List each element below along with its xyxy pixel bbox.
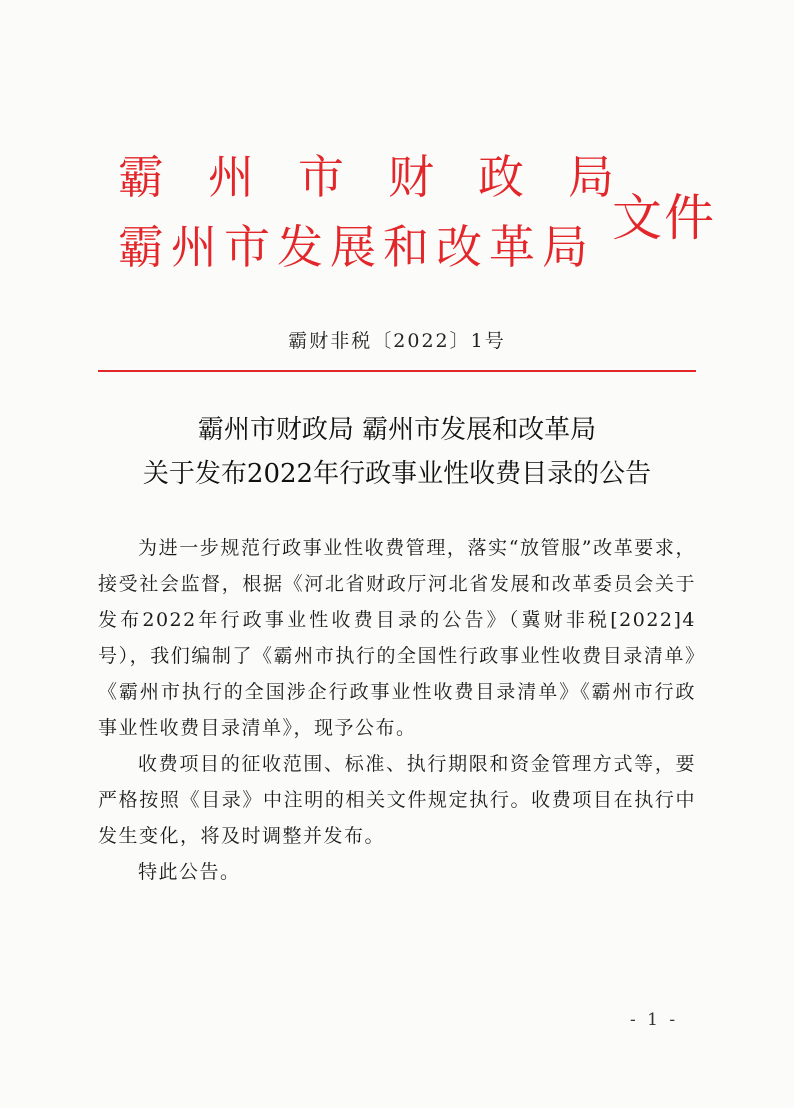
document-title xyxy=(0,408,794,496)
document-body xyxy=(98,530,696,890)
body-paragraph-3: 特此公告。 xyxy=(138,861,241,883)
body-paragraph-1: 为进一步规范行政事业性收费管理，落实“放管服”改革要求，接受社会监督，根据《河北省财政厅河北省发展和改革委员会关于发布2022年行政事业性收费目录的公告》（冀财非税[2022]4号），我们编制了《霸州市执行的全国性行政事业性收费目录清单》《霸州市执行的全国涉企行政事业性收费目录清单》《霸州市行政事业性收费目录清单》，现予公布。 xyxy=(98,537,696,739)
red-divider xyxy=(98,370,696,372)
title-line-2: 关于发布2022年行政事业性收费目录的公告 xyxy=(142,459,652,489)
page-number: - 1 - xyxy=(630,1010,679,1030)
agency-development-reform-bureau: 霸州市发展和改革局 xyxy=(118,220,595,274)
agency-finance-bureau: 霸州市财政局 xyxy=(118,150,658,204)
title-line-1: 霸州市财政局 霸州市发展和改革局 xyxy=(197,415,597,445)
document-suffix: 文件 xyxy=(612,189,716,247)
document-number: 霸财非税〔2022〕1号 xyxy=(288,330,506,352)
body-paragraph-2: 收费项目的征收范围、标准、执行期限和资金管理方式等，要严格按照《目录》中注明的相关文件规定执行。收费项目在执行中发生变化，将及时调整并发布。 xyxy=(98,753,696,847)
issuing-agencies xyxy=(118,142,658,282)
